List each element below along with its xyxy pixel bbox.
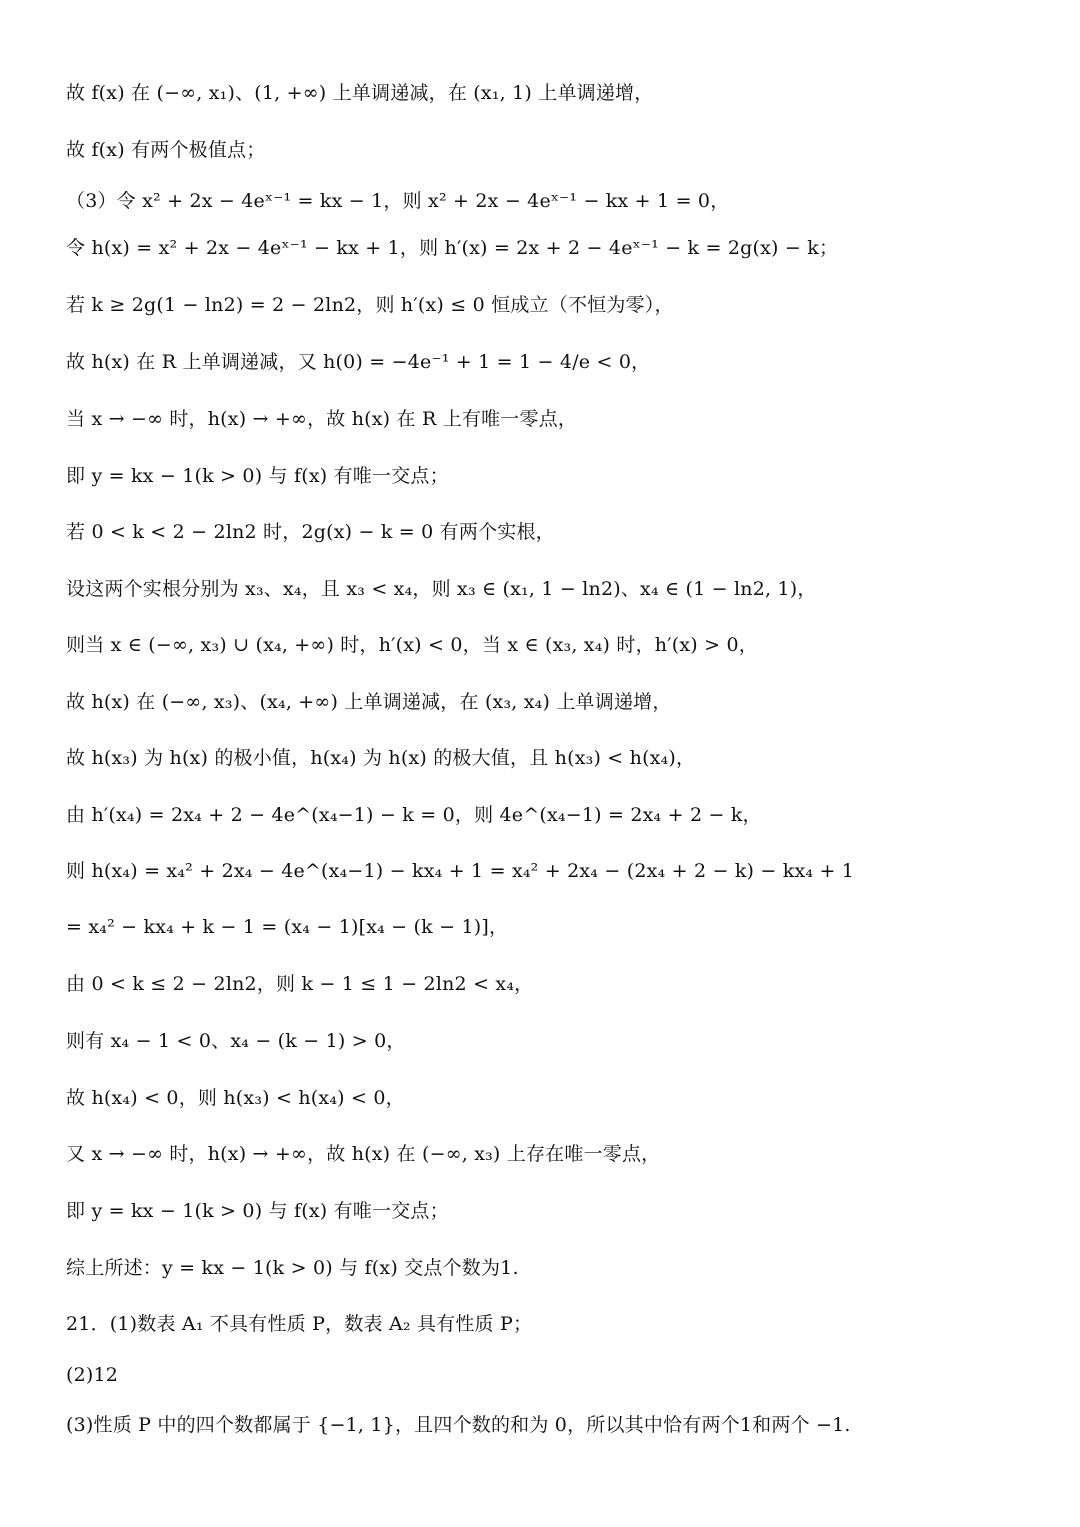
text-line: 设这两个实根分别为 x₃、x₄，且 x₃ < x₄，则 x₃ ∈ (x₁, 1 − ln2)、x₄ ∈ (1 − ln2, 1)，	[66, 578, 817, 600]
text-line: 故 h(x) 在 R 上单调递减，又 h(0) = −4e⁻¹ + 1 = 1 − 4/e < 0，	[66, 351, 651, 373]
text-line: （3）令 x² + 2x − 4eˣ⁻¹ = kx − 1，则 x² + 2x − 4eˣ⁻¹ − kx + 1 = 0，	[66, 190, 730, 212]
text-line: 故 h(x₄) < 0，则 h(x₃) < h(x₄) < 0，	[66, 1087, 405, 1109]
text-line: 故 h(x₃) 为 h(x) 的极小值，h(x₄) 为 h(x) 的极大值，且 h(x₃) < h(x₄)，	[66, 747, 696, 769]
text-line: 由 h′(x₄) = 2x₄ + 2 − 4e^(x₄−1) − k = 0，则 4e^(x₄−1) = 2x₄ + 2 − k，	[66, 804, 762, 826]
text-line: 则有 x₄ − 1 < 0、x₄ − (k − 1) > 0，	[66, 1030, 406, 1052]
text-line: 当 x → −∞ 时，h(x) → +∞，故 h(x) 在 R 上有唯一零点，	[66, 408, 578, 430]
text-line: 又 x → −∞ 时，h(x) → +∞，故 h(x) 在 (−∞, x₃) 上存在唯一零点，	[66, 1143, 661, 1165]
text-line: 21．(1)数表 A₁ 不具有性质 P，数表 A₂ 具有性质 P；	[66, 1313, 533, 1335]
text-line: 则 h(x₄) = x₄² + 2x₄ − 4e^(x₄−1) − kx₄ + 1 = x₄² + 2x₄ − (2x₄ + 2 − k) − kx₄ + 1	[66, 860, 855, 882]
text-line: 综上所述：y = kx − 1(k > 0) 与 f(x) 交点个数为1.	[66, 1257, 519, 1279]
text-line: (3)性质 P 中的四个数都属于 {−1, 1}，且四个数的和为 0，所以其中恰有两个1和两个 −1.	[66, 1414, 851, 1436]
text-line: 故 f(x) 有两个极值点；	[66, 139, 266, 161]
text-line: 令 h(x) = x² + 2x − 4eˣ⁻¹ − kx + 1，则 h′(x) = 2x + 2 − 4eˣ⁻¹ − k = 2g(x) − k；	[66, 237, 839, 259]
text-line: 由 0 < k ≤ 2 − 2ln2，则 k − 1 ≤ 1 − 2ln2 < x₄，	[66, 973, 534, 995]
text-line: 则当 x ∈ (−∞, x₃) ∪ (x₄, +∞) 时，h′(x) < 0，当 x ∈ (x₃, x₄) 时，h′(x) > 0，	[66, 634, 758, 656]
text-line: 故 h(x) 在 (−∞, x₃)、(x₄, +∞) 上单调递减，在 (x₃, x₄) 上单调递增，	[66, 691, 672, 713]
text-line: 即 y = kx − 1(k > 0) 与 f(x) 有唯一交点；	[66, 1200, 449, 1222]
text-line: 故 f(x) 在 (−∞, x₁)、(1, +∞) 上单调递减，在 (x₁, 1) 上单调递增，	[66, 82, 654, 104]
text-line: = x₄² − kx₄ + k − 1 = (x₄ − 1)[x₄ − (k − 1)]，	[66, 916, 509, 938]
text-line: 即 y = kx − 1(k > 0) 与 f(x) 有唯一交点；	[66, 465, 449, 487]
text-line: (2)12	[66, 1364, 119, 1386]
text-line: 若 k ≥ 2g(1 − ln2) = 2 − 2ln2，则 h′(x) ≤ 0 恒成立（不恒为零），	[66, 294, 674, 316]
text-line: 若 0 < k < 2 − 2ln2 时，2g(x) − k = 0 有两个实根，	[66, 521, 555, 543]
